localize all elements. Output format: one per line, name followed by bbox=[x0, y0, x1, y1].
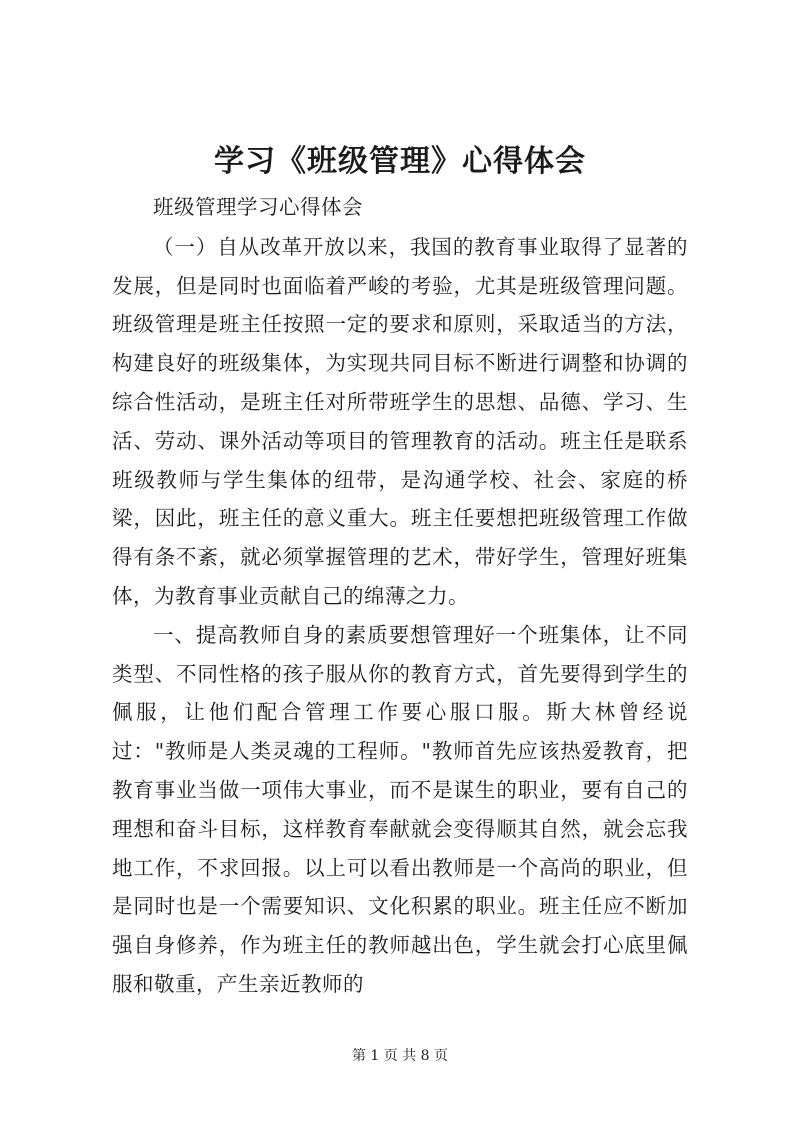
page-footer: 第 1 页 共 8 页 bbox=[351, 1048, 449, 1064]
document-title: 学习《班级管理》心得体会 bbox=[214, 144, 586, 179]
paragraph-intro: （一）自从改革开放以来，我国的教育事业取得了显著的发展，但是同时也面临着严峻的考验，尤其是班级管理问题。班级管理是班主任按照一定的要求和原则，采取适当的方法，构建良好的班级集体，为实现共同目标不断进行调整和协调的综合性活动，是班主任对所带班学生的思想、品德、学习、生活、劳动、课外活动等项目的管理教育的活动。班主任是联系班级教师与学生集体的纽带，是沟通学校、社会、家庭的桥梁，因此，班主任的意义重大。班主任要想把班级管理工作做得有条不紊，就必须掌握管理的艺术，带好学生，管理好班集体，为教育事业贡献自己的绵薄之力。 bbox=[112, 234, 688, 608]
document-subtitle: 班级管理学习心得体会 bbox=[153, 195, 363, 219]
document-body bbox=[112, 188, 688, 1004]
paragraph-section-1: 一、提高教师自身的素质要想管理好一个班集体，让不同类型、不同性格的孩子服从你的教育方式，首先要得到学生的佩服，让他们配合管理工作要心服口服。斯大林曾经说过："教师是人类灵魂的工程师。"教师首先应该热爱教育，把教育事业当做一项伟大事业，而不是谋生的职业，要有自己的理想和奋斗目标，这样教育奉献就会变得顺其自然，就会忘我地工作，不求回报。以上可以看出教师是一个高尚的职业，但是同时也是一个需要知识、文化积累的职业。班主任应不断加强自身修养，作为班主任的教师越出色，学生就会打心底里佩服和敬重，产生亲近教师的 bbox=[112, 622, 688, 996]
